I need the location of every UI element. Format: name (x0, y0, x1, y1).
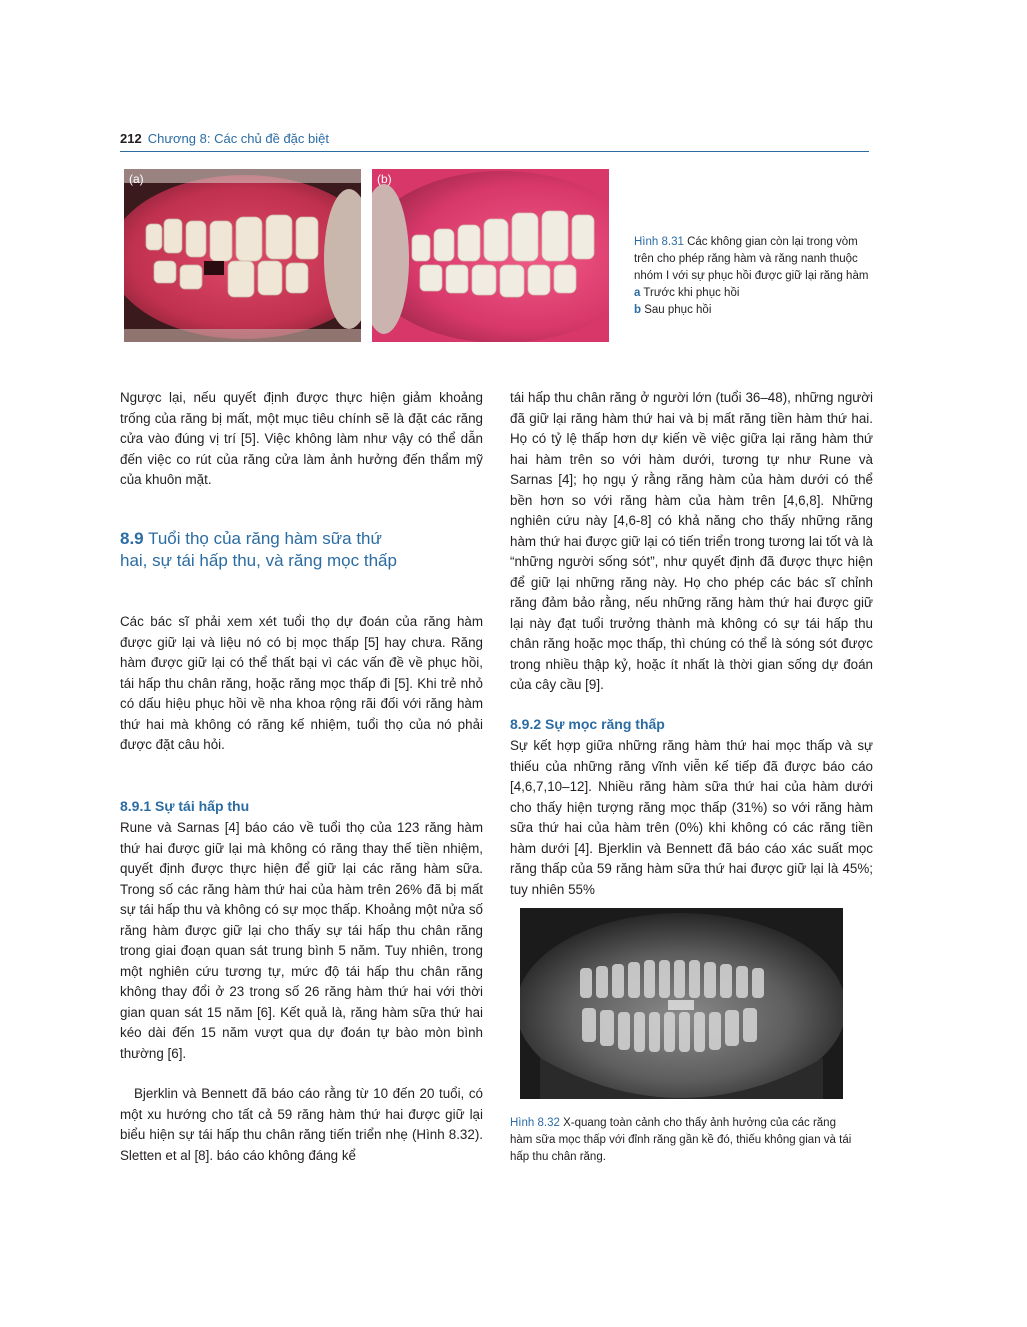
subsection-paragraph-2: Bjerklin và Bennett đã báo cáo rằng từ 10 đến 20 tuổi, có một xu hướng cho tất cả 59 răng hàm thứ hai được giữ lại biểu hiện sự tái hấp thu chân răng tiến triển nhẹ (Hình 8.32). Sletten et al [8]. báo cáo không đáng kể (120, 1086, 483, 1163)
caption-value-b: Sau phục hồi (644, 304, 712, 316)
figure-label: Hình 8.31 (634, 236, 684, 248)
chapter-title: Chương 8: Các chủ đề đặc biệt (147, 131, 329, 146)
intraoral-photo-before (124, 169, 361, 342)
panoramic-radiograph (520, 908, 843, 1099)
figure-8-32-caption (510, 1115, 860, 1166)
subsection-heading-8-9-1: 8.9.1 Sự tái hấp thu (120, 798, 250, 814)
caption-value-a: Trước khi phục hồi (643, 287, 740, 299)
page-number: 212 (120, 131, 142, 146)
caption-text (634, 234, 870, 285)
intraoral-photo-after (372, 169, 609, 342)
caption-item-b (634, 302, 870, 319)
figure-8-31-photo-a (124, 169, 361, 342)
panel-label-a: (a) (129, 172, 144, 186)
section-title: Tuổi thọ của răng hàm sữa thứ hai, sự tái hấp thu, và răng mọc thấp (120, 529, 397, 570)
caption-key-b: b (634, 304, 642, 316)
figure-label: Hình 8.32 (510, 1117, 560, 1129)
figure-8-32-xray (520, 908, 843, 1099)
panel-label-b: (b) (377, 172, 392, 186)
subsection-paragraph-1: Rune và Sarnas [4] báo cáo về tuổi thọ của 123 răng hàm thứ hai được giữ lại mà không có răng thay thế tiền nhiệm, quyết định được thực hiện để giữ lại các răng hàm sữa. Trong số các răng hàm thứ hai của hàm trên 26% đã bị mất sự tái hấp thu và không có sự mọc thấp. Khoảng một nửa số răng hàm được giữ lại cho thấy sự tái hấp thu chân răng trong giai đoạn quan sát trung bình 5 năm. Tuy nhiên, trong một nghiên cứu tương tự, mức độ tái hấp thu chân răng không thay đổi ở 23 trong số 26 răng hàm thứ hai với thời gian quan sát 15 năm [6]. Kết quả là, răng hàm sữa thứ hai kéo dài đến 15 năm vượt qua dự đoán tự bào mòn bình thường [6]. (120, 820, 483, 1061)
caption-key-a: a (634, 287, 641, 299)
section-paragraph: Các bác sĩ phải xem xét tuổi thọ dự đoán của răng hàm được giữ lại và liệu nó có bị mọc thấp [5] hay chưa. Răng hàm được giữ lại có thể thất bại vì các vấn đề về phục hồi, tái hấp thu chân răng, hoặc răng mọc thấp đi [5]. Khi trẻ nhỏ có dấu hiệu phục hồi về nha khoa rộng rãi đối với răng hàm thứ hai mà không có răng kế nhiệm, tuổi thọ của nó phải được đặt câu hỏi. (120, 614, 483, 752)
subsection-heading-8-9-2: 8.9.2 Sự mọc răng thấp (510, 716, 665, 732)
section-heading-8-9 (120, 528, 400, 572)
subsection-paragraph-3: Sự kết hợp giữa những răng hàm thứ hai mọc thấp và sự thiếu của những răng vĩnh viễn kế tiếp đã được báo cáo [4,6,7,10–12]. Nhiều răng hàm sữa thứ hai của hàm dưới cho thấy hiện tượng răng mọc thấp (31%) so với răng hàm sữa thứ hai của hàm trên (0%) khi không có các răng tiền hàm dưới [4]. Bjerklin và Bennett đã báo cáo xác suất mọc răng thấp của 59 răng hàm sữa thứ hai được giữ lại là 45%; tuy nhiên 55% (510, 738, 873, 897)
caption-item-a (634, 285, 870, 302)
header-rule (120, 151, 869, 152)
figure-8-31-caption (634, 234, 870, 319)
caption-body: X-quang toàn cảnh cho thấy ảnh hưởng của các răng hàm sữa mọc thấp với đỉnh răng gần kề đó, thiếu không gian và tái hấp thu chân răng. (510, 1117, 852, 1163)
figure-8-31-photo-b (372, 169, 609, 342)
section-number: 8.9 (120, 529, 144, 548)
right-paragraph-1: tái hấp thu chân răng ở người lớn (tuổi 36–48), những người đã giữ lại răng hàm thứ hai và bị mất răng tiền hàm thứ hai. Họ có tỷ lệ thấp hơn dự kiến về việc giữa lại răng hàm thứ hai hàm trên so với hàm dưới, tương tự như Rune và Sarnas [4]; họ ngụ ý rằng răng hàm của hàm dưới có thể bền hơn so với răng hàm của hàm trên [4,6,8]. Những nghiên cứu này [4,6-8] có khả năng cho thấy những răng hàm thứ hai được giữ lại có tiến triển trong tương lai tốt và là “những người sống sót”, như quyết định đã được thực hiện để giữ lại những răng này. Họ cho phép các bác sĩ chỉnh răng đảm bảo rằng, nếu những răng hàm thứ hai được giữ lại này đạt tuổi trưởng thành mà không có sự tái hấp thu chân răng hoặc mọc thấp, thì chúng có thể là sóng sót được trong nhiều thập kỷ, hoặc ít nhất là thời gian sống dự đoán của cây cầu [9]. (510, 390, 873, 692)
intro-paragraph: Ngược lại, nếu quyết định được thực hiện giảm khoảng trống của răng bị mất, một mục tiêu chính sẽ là đặt các răng cửa vào đúng vị trí [5]. Việc không làm như vậy có thể dẫn đến việc co rút của răng cửa làm ảnh hưởng đến thẩm mỹ của khuôn mặt. (120, 390, 483, 487)
caption-body: Các không gian còn lại trong vòm trên cho phép răng hàm và răng nanh thuộc nhóm I với sự phục hồi được giữ lại răng hàm (634, 236, 869, 282)
running-header (120, 131, 870, 146)
